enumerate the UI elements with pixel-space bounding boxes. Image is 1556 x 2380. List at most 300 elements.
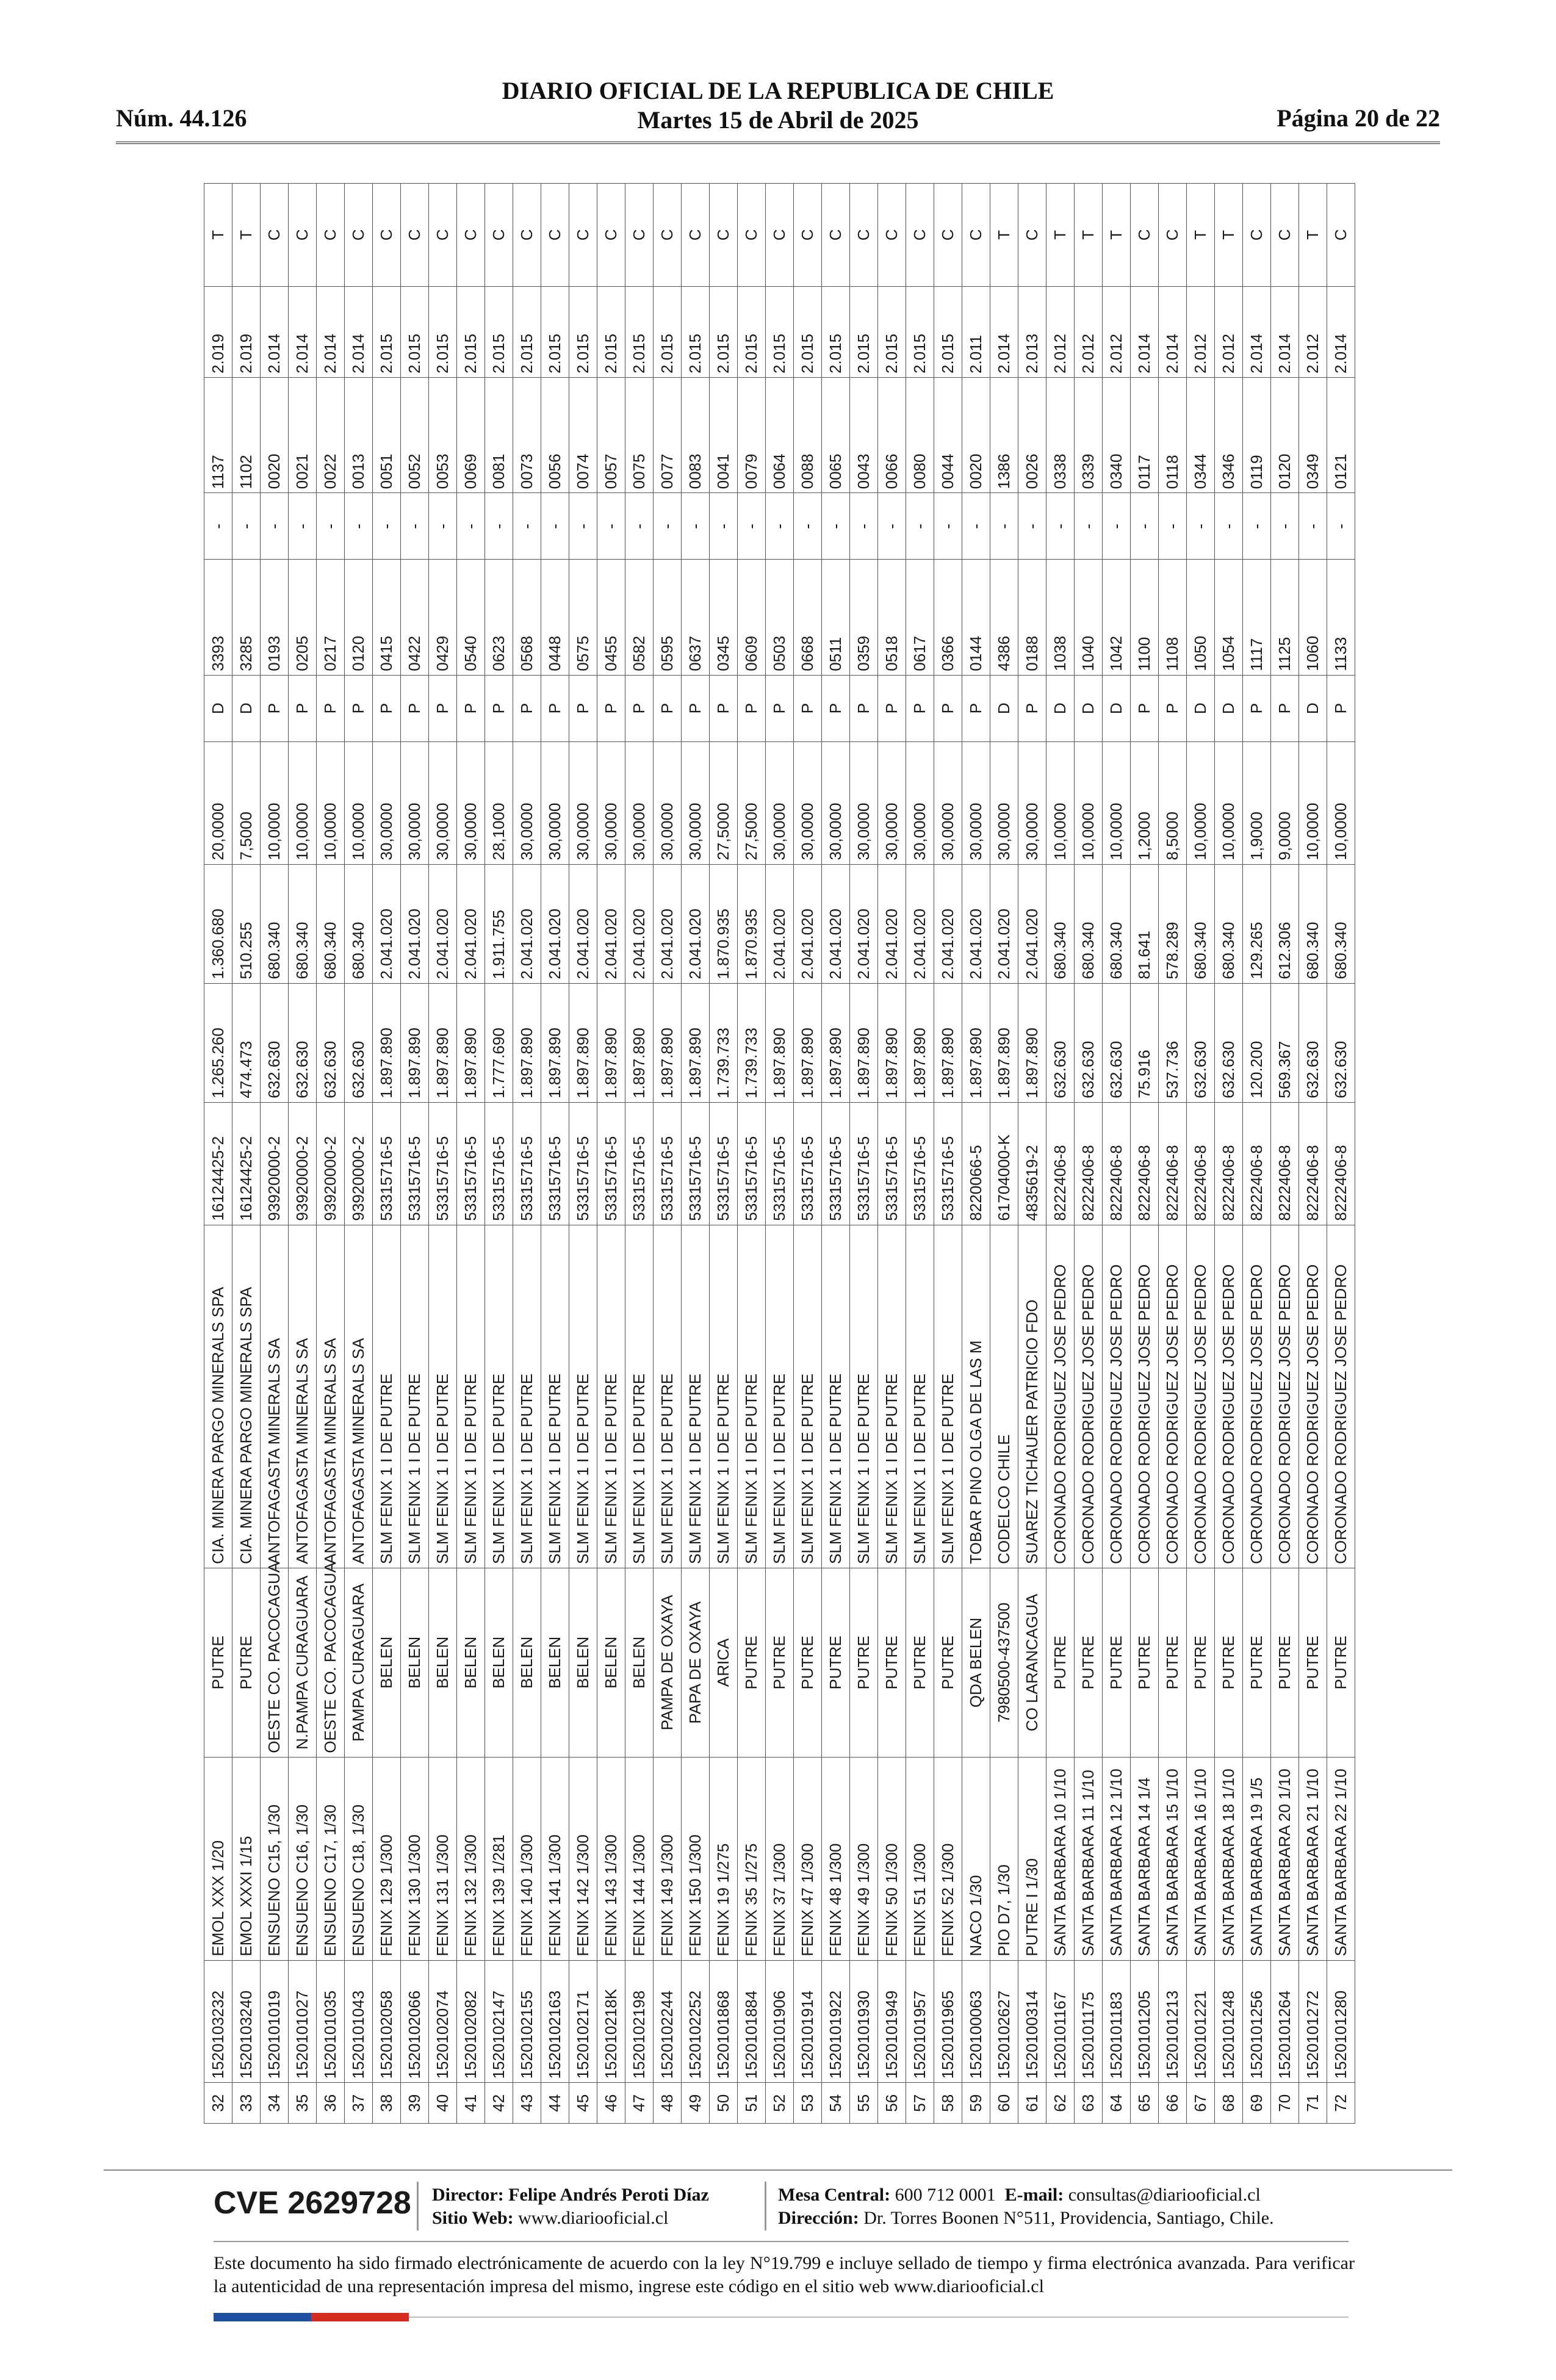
- amount-1-cell: 632.630: [1327, 983, 1355, 1102]
- type-code-cell: D: [1046, 675, 1075, 741]
- separator-cell: -: [1018, 493, 1046, 560]
- owner-rut-cell: 8222406-8: [1299, 1102, 1327, 1225]
- status-code-cell: C: [1018, 184, 1046, 287]
- year-cell: 2.019: [232, 286, 261, 377]
- owner-rut-cell: 93920000-2: [261, 1102, 289, 1225]
- hectares-cell: 30,0000: [597, 741, 625, 864]
- concession-code-cell: 1520101205: [1131, 1960, 1159, 2083]
- row-number-cell: 62: [1046, 2083, 1075, 2124]
- location-cell: PAMPA DE OXAYA: [654, 1568, 682, 1757]
- flag-stripe-red: [311, 2313, 409, 2321]
- concession-name-cell: PIO D7, 1/30: [990, 1757, 1018, 1960]
- owner-rut-cell: 53315716-5: [850, 1102, 878, 1225]
- reference-number-2-cell: 1137: [204, 378, 232, 493]
- amount-1-cell: 1.897.890: [429, 983, 457, 1102]
- amount-2-cell: 2.041.020: [401, 864, 429, 983]
- amount-2-cell: 81.641: [1131, 864, 1159, 983]
- director-block: [432, 2183, 709, 2230]
- location-cell: N.PAMPA CURAGUARA: [289, 1568, 317, 1757]
- separator-cell: -: [710, 493, 738, 560]
- reference-number-2-cell: 0344: [1187, 378, 1215, 493]
- owner-rut-cell: 53315716-5: [457, 1102, 485, 1225]
- amount-2-cell: 2.041.020: [794, 864, 822, 983]
- separator-cell: -: [261, 493, 289, 560]
- separator-cell: -: [1075, 493, 1103, 560]
- location-cell: PUTRE: [934, 1568, 962, 1757]
- concession-code-cell: 1520101183: [1103, 1960, 1131, 2083]
- concession-code-cell: 1520102147: [485, 1960, 513, 2083]
- amount-1-cell: 1.897.890: [513, 983, 541, 1102]
- reference-number-2-cell: 0051: [373, 378, 401, 493]
- owner-rut-cell: 8222406-8: [1046, 1102, 1075, 1225]
- reference-number-cell: 0518: [878, 560, 906, 675]
- table-row: [1215, 184, 1243, 2124]
- amount-2-cell: 2.041.020: [766, 864, 794, 983]
- reference-number-cell: 0582: [625, 560, 654, 675]
- owner-name-cell: CORONADO RODRIGUEZ JOSE PEDRO: [1159, 1225, 1187, 1568]
- separator-cell: -: [682, 493, 710, 560]
- owner-name-cell: SLM FENIX 1 I DE PUTRE: [457, 1225, 485, 1568]
- table-row: [289, 184, 317, 2124]
- type-code-cell: P: [401, 675, 429, 741]
- concession-name-cell: SANTA BARBARA 16 1/10: [1187, 1757, 1215, 1960]
- concession-code-cell: 1520102244: [654, 1960, 682, 2083]
- reference-number-cell: 0422: [401, 560, 429, 675]
- owner-rut-cell: 61704000-K: [990, 1102, 1018, 1225]
- location-cell: PUTRE: [850, 1568, 878, 1757]
- reference-number-cell: 0595: [654, 560, 682, 675]
- amount-1-cell: 1.897.890: [906, 983, 934, 1102]
- reference-number-cell: 3393: [204, 560, 232, 675]
- row-number-cell: 72: [1327, 2083, 1355, 2124]
- mining-concessions-table: [204, 183, 1355, 2124]
- status-code-cell: C: [710, 184, 738, 287]
- reference-number-cell: 1038: [1046, 560, 1075, 675]
- concession-name-cell: FENIX 139 1/281: [485, 1757, 513, 1960]
- reference-number-2-cell: 0026: [1018, 378, 1046, 493]
- owner-rut-cell: 53315716-5: [541, 1102, 569, 1225]
- year-cell: 2.012: [1075, 286, 1103, 377]
- amount-1-cell: 1.897.890: [766, 983, 794, 1102]
- amount-1-cell: 1.897.890: [457, 983, 485, 1102]
- year-cell: 2.011: [962, 286, 990, 377]
- amount-2-cell: 612.306: [1271, 864, 1299, 983]
- location-cell: BELEN: [541, 1568, 569, 1757]
- reference-number-2-cell: 0075: [625, 378, 654, 493]
- concession-name-cell: FENIX 140 1/300: [513, 1757, 541, 1960]
- reference-number-cell: 0503: [766, 560, 794, 675]
- row-number-cell: 67: [1187, 2083, 1215, 2124]
- status-code-cell: C: [794, 184, 822, 287]
- location-cell: OESTE CO. PACOCAGUA: [317, 1568, 345, 1757]
- hectares-cell: 30,0000: [766, 741, 794, 864]
- separator-cell: -: [1187, 493, 1215, 560]
- type-code-cell: D: [1103, 675, 1131, 741]
- owner-name-cell: SLM FENIX 1 I DE PUTRE: [738, 1225, 766, 1568]
- hectares-cell: 20,0000: [204, 741, 232, 864]
- concession-code-cell: 1520102155: [513, 1960, 541, 2083]
- reference-number-cell: 0205: [289, 560, 317, 675]
- reference-number-2-cell: 0044: [934, 378, 962, 493]
- reference-number-2-cell: 0041: [710, 378, 738, 493]
- row-number-cell: 64: [1103, 2083, 1131, 2124]
- owner-rut-cell: 16124425-2: [232, 1102, 261, 1225]
- owner-name-cell: SLM FENIX 1 I DE PUTRE: [906, 1225, 934, 1568]
- reference-number-2-cell: 0117: [1131, 378, 1159, 493]
- hectares-cell: 28,1000: [485, 741, 513, 864]
- location-cell: BELEN: [513, 1568, 541, 1757]
- year-cell: 2.015: [822, 286, 850, 377]
- owner-rut-cell: 53315716-5: [625, 1102, 654, 1225]
- type-code-cell: P: [906, 675, 934, 741]
- type-code-cell: P: [541, 675, 569, 741]
- reference-number-cell: 0448: [541, 560, 569, 675]
- concession-code-cell: 1520102058: [373, 1960, 401, 2083]
- owner-name-cell: CIA. MINERA PARGO MINERALS SPA: [204, 1225, 232, 1568]
- hectares-cell: 27,5000: [738, 741, 766, 864]
- concession-name-cell: FENIX 144 1/300: [625, 1757, 654, 1960]
- reference-number-2-cell: 0080: [906, 378, 934, 493]
- reference-number-2-cell: 0077: [654, 378, 682, 493]
- status-code-cell: T: [1215, 184, 1243, 287]
- status-code-cell: C: [1327, 184, 1355, 287]
- owner-name-cell: SLM FENIX 1 I DE PUTRE: [850, 1225, 878, 1568]
- separator-cell: -: [766, 493, 794, 560]
- amount-1-cell: 1.897.890: [654, 983, 682, 1102]
- status-code-cell: C: [766, 184, 794, 287]
- amount-1-cell: 1.739.733: [710, 983, 738, 1102]
- email-link[interactable]: consultas@diariooficial.cl: [1068, 2185, 1261, 2205]
- status-code-cell: T: [1299, 184, 1327, 287]
- reference-number-cell: 0217: [317, 560, 345, 675]
- table-row: [738, 184, 766, 2124]
- amount-1-cell: 632.630: [345, 983, 373, 1102]
- owner-rut-cell: 53315716-5: [401, 1102, 429, 1225]
- concession-name-cell: SANTA BARBARA 20 1/10: [1271, 1757, 1299, 1960]
- owner-rut-cell: 93920000-2: [317, 1102, 345, 1225]
- amount-2-cell: 2.041.020: [850, 864, 878, 983]
- reference-number-cell: 0575: [569, 560, 597, 675]
- reference-number-cell: 0609: [738, 560, 766, 675]
- type-code-cell: P: [261, 675, 289, 741]
- location-cell: PUTRE: [1215, 1568, 1243, 1757]
- status-code-cell: C: [317, 184, 345, 287]
- concession-code-cell: 1520101043: [345, 1960, 373, 2083]
- concession-name-cell: ENSUENO C15, 1/30: [261, 1757, 289, 1960]
- concession-name-cell: FENIX 129 1/300: [373, 1757, 401, 1960]
- concession-name-cell: FENIX 19 1/275: [710, 1757, 738, 1960]
- type-code-cell: P: [710, 675, 738, 741]
- amount-1-cell: 1.897.890: [373, 983, 401, 1102]
- status-code-cell: C: [345, 184, 373, 287]
- amount-2-cell: 2.041.020: [541, 864, 569, 983]
- reference-number-cell: 1054: [1215, 560, 1243, 675]
- location-cell: BELEN: [597, 1568, 625, 1757]
- amount-2-cell: 2.041.020: [906, 864, 934, 983]
- reference-number-2-cell: 0053: [429, 378, 457, 493]
- separator-cell: -: [317, 493, 345, 560]
- concession-code-cell: 1520101868: [710, 1960, 738, 2083]
- reference-number-cell: 0637: [682, 560, 710, 675]
- owner-name-cell: SLM FENIX 1 I DE PUTRE: [401, 1225, 429, 1568]
- location-cell: PUTRE: [1243, 1568, 1271, 1757]
- reference-number-cell: 0193: [261, 560, 289, 675]
- amount-2-cell: 2.041.020: [457, 864, 485, 983]
- amount-2-cell: 129.265: [1243, 864, 1271, 983]
- year-cell: 2.015: [654, 286, 682, 377]
- amount-1-cell: 632.630: [289, 983, 317, 1102]
- location-cell: PUTRE: [906, 1568, 934, 1757]
- table-row: [990, 184, 1018, 2124]
- concession-code-cell: 1520101256: [1243, 1960, 1271, 2083]
- table-row: [934, 184, 962, 2124]
- type-code-cell: P: [766, 675, 794, 741]
- concession-code-cell: 1520101949: [878, 1960, 906, 2083]
- type-code-cell: D: [1215, 675, 1243, 741]
- concession-code-cell: 1520102198: [625, 1960, 654, 2083]
- owner-name-cell: CORONADO RODRIGUEZ JOSE PEDRO: [1046, 1225, 1075, 1568]
- type-code-cell: P: [373, 675, 401, 741]
- separator-cell: -: [401, 493, 429, 560]
- table-row: [962, 184, 990, 2124]
- reference-number-2-cell: 0083: [682, 378, 710, 493]
- row-number-cell: 32: [204, 2083, 232, 2124]
- year-cell: 2.014: [1243, 286, 1271, 377]
- header-divider: [116, 142, 1440, 144]
- reference-number-2-cell: 0057: [597, 378, 625, 493]
- amount-1-cell: 1.897.890: [878, 983, 906, 1102]
- table-row: [513, 184, 541, 2124]
- owner-rut-cell: 53315716-5: [738, 1102, 766, 1225]
- concession-name-cell: SANTA BARBARA 18 1/10: [1215, 1757, 1243, 1960]
- row-number-cell: 49: [682, 2083, 710, 2124]
- separator-cell: -: [1271, 493, 1299, 560]
- reference-number-cell: 3285: [232, 560, 261, 675]
- concession-code-cell: 1520101035: [317, 1960, 345, 2083]
- status-code-cell: C: [682, 184, 710, 287]
- separator-cell: -: [990, 493, 1018, 560]
- concession-code-cell: 1520101914: [794, 1960, 822, 2083]
- table-row: [401, 184, 429, 2124]
- reference-number-2-cell: 0052: [401, 378, 429, 493]
- type-code-cell: P: [429, 675, 457, 741]
- year-cell: 2.015: [682, 286, 710, 377]
- separator-cell: -: [934, 493, 962, 560]
- owner-rut-cell: 53315716-5: [710, 1102, 738, 1225]
- amount-2-cell: 1.911.755: [485, 864, 513, 983]
- owner-rut-cell: 4835619-2: [1018, 1102, 1046, 1225]
- table-row: [710, 184, 738, 2124]
- year-cell: 2.015: [850, 286, 878, 377]
- concession-code-cell: 1520102171: [569, 1960, 597, 2083]
- reference-number-2-cell: 0339: [1075, 378, 1103, 493]
- location-cell: PUTRE: [822, 1568, 850, 1757]
- year-cell: 2.015: [401, 286, 429, 377]
- status-code-cell: C: [429, 184, 457, 287]
- owner-name-cell: SLM FENIX 1 I DE PUTRE: [878, 1225, 906, 1568]
- owner-rut-cell: 53315716-5: [682, 1102, 710, 1225]
- amount-1-cell: 632.630: [1187, 983, 1215, 1102]
- hectares-cell: 30,0000: [457, 741, 485, 864]
- amount-2-cell: 510.255: [232, 864, 261, 983]
- table-row: [850, 184, 878, 2124]
- status-code-cell: C: [906, 184, 934, 287]
- reference-number-cell: 0540: [457, 560, 485, 675]
- reference-number-2-cell: 0013: [345, 378, 373, 493]
- amount-2-cell: 2.041.020: [822, 864, 850, 983]
- amount-2-cell: 680.340: [1299, 864, 1327, 983]
- owner-rut-cell: 8222406-8: [1215, 1102, 1243, 1225]
- row-number-cell: 41: [457, 2083, 485, 2124]
- owner-name-cell: SLM FENIX 1 I DE PUTRE: [794, 1225, 822, 1568]
- separator-cell: -: [962, 493, 990, 560]
- owner-name-cell: SLM FENIX 1 I DE PUTRE: [710, 1225, 738, 1568]
- owner-rut-cell: 53315716-5: [878, 1102, 906, 1225]
- owner-name-cell: SLM FENIX 1 I DE PUTRE: [485, 1225, 513, 1568]
- concession-code-cell: 1520101965: [934, 1960, 962, 2083]
- footer-divider-secondary: [214, 2241, 1349, 2242]
- row-number-cell: 70: [1271, 2083, 1299, 2124]
- flag-stripe-blue: [214, 2313, 311, 2321]
- mesa-label: Mesa Central:: [778, 2185, 891, 2205]
- reference-number-2-cell: 0120: [1271, 378, 1299, 493]
- location-cell: PUTRE: [1271, 1568, 1299, 1757]
- row-number-cell: 61: [1018, 2083, 1046, 2124]
- reference-number-2-cell: 0043: [850, 378, 878, 493]
- reference-number-2-cell: 0349: [1299, 378, 1327, 493]
- year-cell: 2.014: [1131, 286, 1159, 377]
- year-cell: 2.015: [373, 286, 401, 377]
- amount-2-cell: 680.340: [1046, 864, 1075, 983]
- concession-code-cell: 1520101248: [1215, 1960, 1243, 2083]
- reference-number-2-cell: 0073: [513, 378, 541, 493]
- concession-code-cell: 1520101221: [1187, 1960, 1215, 2083]
- email-label: E-mail:: [1004, 2185, 1064, 2205]
- amount-2-cell: 680.340: [317, 864, 345, 983]
- amount-1-cell: 632.630: [1075, 983, 1103, 1102]
- separator-cell: -: [822, 493, 850, 560]
- type-code-cell: P: [317, 675, 345, 741]
- reference-number-cell: 1050: [1187, 560, 1215, 675]
- concession-code-cell: 1520101027: [289, 1960, 317, 2083]
- type-code-cell: D: [1187, 675, 1215, 741]
- table-row: [1131, 184, 1159, 2124]
- table-row: [794, 184, 822, 2124]
- owner-name-cell: ANTOFAGASTA MINERALS SA: [289, 1225, 317, 1568]
- owner-name-cell: SLM FENIX 1 I DE PUTRE: [373, 1225, 401, 1568]
- hectares-cell: 30,0000: [429, 741, 457, 864]
- amount-2-cell: 1.360.680: [204, 864, 232, 983]
- concession-name-cell: FENIX 47 1/300: [794, 1757, 822, 1960]
- owner-rut-cell: 93920000-2: [289, 1102, 317, 1225]
- amount-1-cell: 1.777.690: [485, 983, 513, 1102]
- concession-name-cell: FENIX 142 1/300: [569, 1757, 597, 1960]
- year-cell: 2.019: [204, 286, 232, 377]
- concession-code-cell: 1520102066: [401, 1960, 429, 2083]
- status-code-cell: T: [1103, 184, 1131, 287]
- table-row: [1075, 184, 1103, 2124]
- reference-number-2-cell: 0056: [541, 378, 569, 493]
- site-link[interactable]: www.diariooficial.cl: [518, 2208, 669, 2228]
- owner-rut-cell: 53315716-5: [513, 1102, 541, 1225]
- amount-1-cell: 1.897.890: [794, 983, 822, 1102]
- bottom-divider: [409, 2317, 1349, 2318]
- status-code-cell: C: [962, 184, 990, 287]
- year-cell: 2.015: [625, 286, 654, 377]
- concession-name-cell: PUTRE I 1/30: [1018, 1757, 1046, 1960]
- status-code-cell: C: [934, 184, 962, 287]
- reference-number-cell: 1040: [1075, 560, 1103, 675]
- status-code-cell: C: [1131, 184, 1159, 287]
- mesa-phone: 600 712 0001: [895, 2185, 996, 2205]
- type-code-cell: P: [878, 675, 906, 741]
- reference-number-2-cell: 0021: [289, 378, 317, 493]
- type-code-cell: P: [1159, 675, 1187, 741]
- year-cell: 2.015: [541, 286, 569, 377]
- owner-rut-cell: 8222406-8: [1103, 1102, 1131, 1225]
- separator-cell: -: [1159, 493, 1187, 560]
- owner-name-cell: CORONADO RODRIGUEZ JOSE PEDRO: [1215, 1225, 1243, 1568]
- cve-code: CVE 2629728: [214, 2185, 411, 2221]
- year-cell: 2.012: [1299, 286, 1327, 377]
- reference-number-2-cell: 0065: [822, 378, 850, 493]
- hectares-cell: 10,0000: [1103, 741, 1131, 864]
- separator-cell: -: [457, 493, 485, 560]
- row-number-cell: 66: [1159, 2083, 1187, 2124]
- reference-number-2-cell: 0022: [317, 378, 345, 493]
- location-cell: ARICA: [710, 1568, 738, 1757]
- amount-2-cell: 680.340: [1187, 864, 1215, 983]
- status-code-cell: C: [597, 184, 625, 287]
- director-name: Felipe Andrés Peroti Díaz: [508, 2185, 709, 2205]
- concession-code-cell: 1520100063: [962, 1960, 990, 2083]
- year-cell: 2.015: [934, 286, 962, 377]
- amount-1-cell: 1.897.890: [850, 983, 878, 1102]
- table-row: [261, 184, 289, 2124]
- type-code-cell: P: [794, 675, 822, 741]
- hectares-cell: 8,5000: [1159, 741, 1187, 864]
- location-cell: PUTRE: [1187, 1568, 1215, 1757]
- concession-name-cell: FENIX 52 1/300: [934, 1757, 962, 1960]
- status-code-cell: C: [373, 184, 401, 287]
- concession-name-cell: ENSUENO C17, 1/30: [317, 1757, 345, 1960]
- concession-name-cell: ENSUENO C16, 1/30: [289, 1757, 317, 1960]
- year-cell: 2.014: [1271, 286, 1299, 377]
- owner-name-cell: SLM FENIX 1 I DE PUTRE: [597, 1225, 625, 1568]
- separator-cell: -: [1103, 493, 1131, 560]
- concession-name-cell: FENIX 49 1/300: [850, 1757, 878, 1960]
- amount-1-cell: 1.739.733: [738, 983, 766, 1102]
- owner-rut-cell: 53315716-5: [429, 1102, 457, 1225]
- concession-code-cell: 1520101280: [1327, 1960, 1355, 2083]
- year-cell: 2.013: [1018, 286, 1046, 377]
- hectares-cell: 30,0000: [569, 741, 597, 864]
- separator-cell: -: [906, 493, 934, 560]
- separator-cell: -: [373, 493, 401, 560]
- location-cell: BELEN: [569, 1568, 597, 1757]
- amount-2-cell: 2.041.020: [513, 864, 541, 983]
- concession-name-cell: SANTA BARBARA 10 1/10: [1046, 1757, 1075, 1960]
- type-code-cell: P: [457, 675, 485, 741]
- hectares-cell: 30,0000: [822, 741, 850, 864]
- reference-number-cell: 0144: [962, 560, 990, 675]
- concession-code-cell: 1520101272: [1299, 1960, 1327, 2083]
- concession-name-cell: SANTA BARBARA 12 1/10: [1103, 1757, 1131, 1960]
- separator-cell: -: [1046, 493, 1075, 560]
- table-row: [906, 184, 934, 2124]
- concession-code-cell: 1520101884: [738, 1960, 766, 2083]
- separator-cell: -: [1299, 493, 1327, 560]
